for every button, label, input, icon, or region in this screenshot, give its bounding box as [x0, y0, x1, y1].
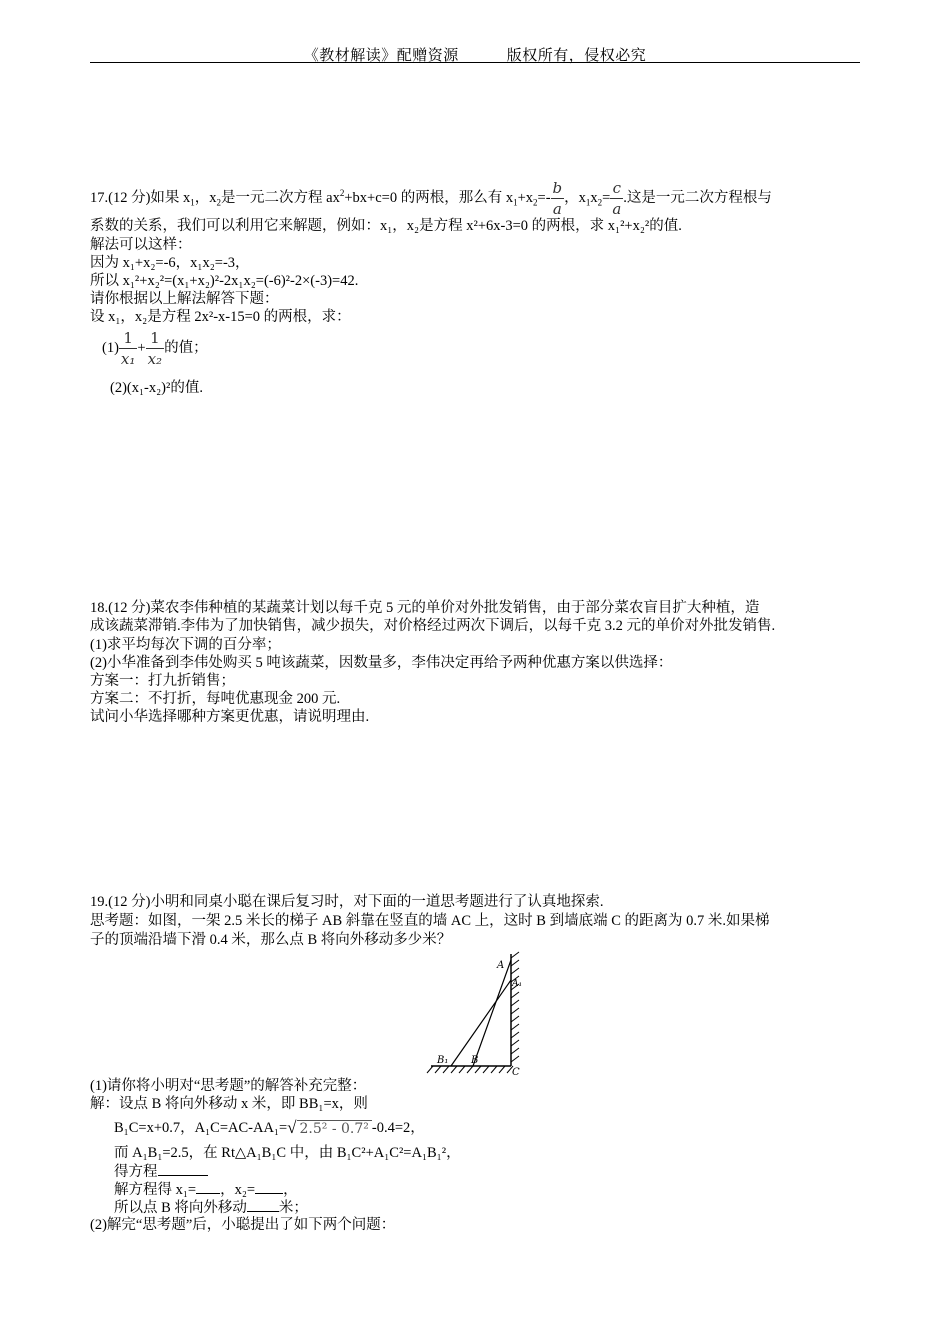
ground-hatching: [427, 1066, 513, 1073]
q19-line2: 思考题：如图，一架 2.5 米长的梯子 AB 斜靠在竖直的墙 AC 上，这时 B 到墙底端 C 的距离为 0.7 米.如果梯: [90, 913, 770, 929]
q17-line6: 请你根据以上解法解答下题：: [90, 291, 279, 307]
header-right: 版权所有，侵权必究: [506, 48, 647, 64]
q17-part2: (2)(x₁-x₂)²的值.: [110, 380, 203, 396]
answer-blank-x1[interactable]: [196, 1179, 220, 1194]
fraction-c-over-a: $\frac{c}{a}$: [612, 179, 622, 218]
q19-line4: (1)请你将小明对“思考题”的解答补充完整：: [90, 1078, 367, 1094]
sqrt-expression: √ 2.5² - 0.7²: [287, 1118, 372, 1139]
q19-line6: B₁C=x+0.7，A₁C=AC-AA₁=√ 2.5² - 0.7² -0.4=2，: [114, 1118, 425, 1138]
q17-line7: 设 x₁，x₂是方程 2x²-x-15=0 的两根，求：: [90, 309, 351, 325]
q19-line7: 而 A₁B₁=2.5，在 Rt△A₁B₁C 中，由 B₁C²+A₁C²=A₁B₁²，: [114, 1145, 461, 1161]
q17-line1: 17.(12 分)如果 $x_1$，$x_2$是一元二次方程 $ax^2+bx+c=0$ 的两根，那么有 $x_1+x_2=-$ $\frac{b}{a}$ ，$x_1x_2=$ $\frac{c}{a}$ .这是一元二次方程根与: [90, 179, 772, 218]
q17-line3: 解法可以这样：: [90, 237, 192, 253]
answer-blank-distance[interactable]: [247, 1197, 279, 1212]
fraction-1-over-x1: $\frac{1}{\text{x₁}}$: [120, 329, 136, 368]
q19-line8: 得方程: [114, 1161, 208, 1182]
label-c: C: [512, 1067, 520, 1076]
q18-line3: (1)求平均每次下调的百分率；: [90, 637, 281, 653]
q19-line9: 解方程得 x₁= ，x₂= ，: [114, 1179, 298, 1200]
q17-part1: (1) $\frac{1}{\text{x₁}}$ + $\frac{1}{\text{x₂}}$ 的值；: [102, 329, 208, 368]
ladder-ab: [473, 960, 511, 1066]
label-a1: A₁: [512, 979, 523, 989]
q19-line1: 19.(12 分)小明和同桌小聪在课后复习时，对下面的一道思考题进行了认真地探索.: [90, 894, 604, 910]
q18-line6: 方案二：不打折，每吨优惠现金 200 元.: [90, 691, 341, 707]
q18-line7: 试问小华选择哪种方案更优惠，请说明理由.: [90, 709, 370, 725]
q18-line4: (2)小华准备到李伟处购买 5 吨该蔬菜，因数量多，李伟决定再给予两种优惠方案以供选择：: [90, 655, 673, 671]
q18-line5: 方案一：打九折销售；: [90, 673, 235, 689]
answer-blank-equation[interactable]: [158, 1161, 208, 1176]
label-a: A: [497, 960, 505, 971]
header-rule: [90, 62, 860, 63]
label-b: B: [471, 1055, 479, 1066]
fraction-b-over-a: $\frac{b}{a}$: [552, 179, 563, 218]
q18-line1: 18.(12 分)菜农李伟种植的某蔬菜计划以每千克 5 元的单价对外批发销售，由于部分菜农盲目扩大种植，造: [90, 600, 760, 616]
q18-line2: 成该蔬菜滞销.李伟为了加快销售，减少损失，对价格经过两次下调后，以每千克 3.2 元的单价对外批发销售.: [90, 618, 776, 634]
q19-line5: 解：设点 B 将向外移动 x 米，即 BB₁=x，则: [90, 1096, 368, 1112]
wall-hatching: [511, 952, 519, 1062]
q19-line10: 所以点 B 将向外移动 米；: [114, 1197, 308, 1218]
label-b1: B₁: [437, 1055, 449, 1066]
ladder-figure: [425, 950, 535, 1076]
q19-line11: (2)解完“思考题”后，小聪提出了如下两个问题：: [90, 1217, 396, 1233]
q17-line5: 所以 x₁²+x₂²=(x₁+x₂)²-2x₁x₂=(-6)²-2×(-3)=42.: [90, 273, 359, 289]
fraction-1-over-x2: $\frac{1}{\text{x₂}}$: [147, 329, 163, 368]
q17-line4: 因为 x₁+x₂=-6，x₁x₂=-3，: [90, 255, 250, 271]
q19-line3: 子的顶端沿墙下滑 0.4 米，那么点 B 将向外移动多少米？: [90, 932, 452, 948]
answer-blank-x2[interactable]: [255, 1179, 283, 1194]
ladder-a1b1: [451, 980, 511, 1066]
header-left: 《教材解读》配赠资源: [303, 48, 459, 64]
q17-line2: 系数的关系，我们可以利用它来解题，例如：x₁，x₂是方程 x²+6x-3=0 的两根，求 x₁²+x₂²的值.: [90, 218, 682, 234]
